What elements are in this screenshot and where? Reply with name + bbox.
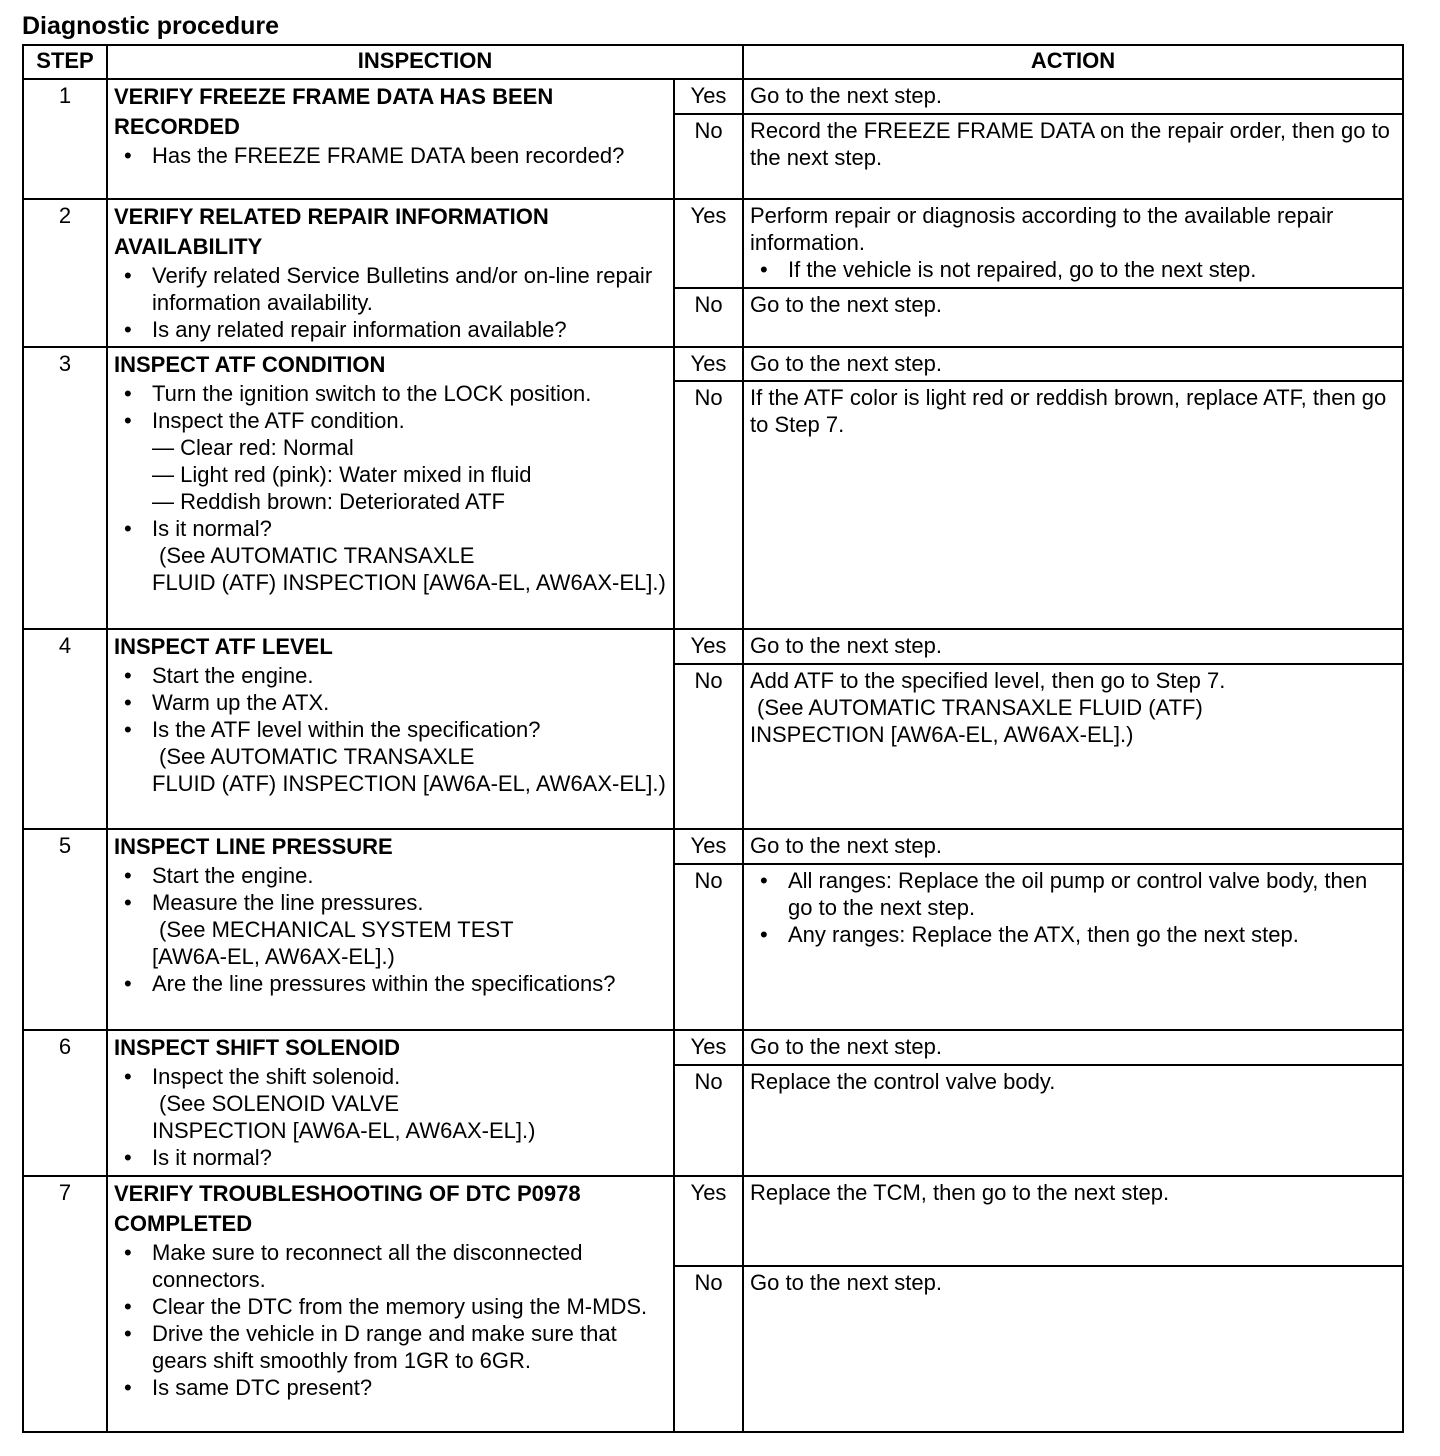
inspection-bullets [114,262,667,343]
inspection-bullet [152,515,667,596]
no-action [743,864,1403,1030]
inspection-title: INSPECT ATF LEVEL [114,634,333,659]
yes-label: Yes [674,199,743,288]
no-label: No [674,664,743,829]
no-action [743,288,1403,347]
step-number: 5 [23,829,107,1030]
no-action [743,664,1403,829]
no-action-text: Replace the control valve body. [750,1069,1056,1094]
reference-note-cont: [AW6A-EL, AW6AX-EL].) [152,944,395,969]
bullet-text: Is it normal? [152,516,272,541]
inspection-bullet [152,407,667,515]
no-action [743,1065,1403,1176]
step-row-5-yes [23,829,1403,864]
bullet-text: Is the ATF level within the specification? [152,717,541,742]
bullet-text: Turn the ignition switch to the LOCK position. [152,381,592,406]
inspection-title: VERIFY TROUBLESHOOTING OF DTC P0978 COMPLETED [114,1181,581,1236]
inspection-bullet [152,1239,667,1293]
yes-label: Yes [674,829,743,864]
no-action-bullet: • All ranges: Replace the oil pump or control valve body, then go to the next step. [788,867,1396,921]
bullet-sub-item: — Light red (pink): Water mixed in fluid [152,462,532,487]
bullet-text: Is it normal? [152,1145,272,1170]
bullet-text: Clear the DTC from the memory using the M-MDS. [152,1294,648,1319]
yes-label: Yes [674,347,743,381]
inspection-bullet [152,1144,667,1171]
no-action-text: If the ATF color is light red or reddish brown, replace ATF, then go to Step 7. [750,385,1387,437]
inspection-title: VERIFY FREEZE FRAME DATA HAS BEEN RECORDED [114,84,554,139]
inspection-bullet [152,1063,667,1144]
no-action [743,381,1403,629]
inspection-bullet [152,970,667,997]
inspection-bullet [152,142,667,169]
yes-label: Yes [674,1176,743,1266]
yes-action-text: Go to the next step. [750,83,943,108]
yes-label: Yes [674,79,743,114]
table-body [23,79,1403,1432]
reference-note-cont: INSPECTION [AW6A-EL, AW6AX-EL].) [750,722,1134,747]
inspection-title: INSPECT LINE PRESSURE [114,834,393,859]
yes-action [743,347,1403,381]
no-action [743,1266,1403,1432]
inspection-bullet [152,862,667,889]
inspection-cell [107,79,674,199]
inspection-cell [107,347,674,629]
yes-action [743,1176,1403,1266]
no-label: No [674,381,743,629]
inspection-bullet [152,380,667,407]
no-label: No [674,864,743,1030]
step-number: 2 [23,199,107,347]
step-number: 3 [23,347,107,629]
reference-note: (See MECHANICAL SYSTEM TEST [159,917,514,942]
yes-action-bullet: • If the vehicle is not repaired, go to the next step. [788,256,1396,283]
no-label: No [674,114,743,199]
document-title: Diagnostic procedure [22,12,279,40]
bullet-text: Measure the line pressures. [152,890,424,915]
bullet-text: Start the engine. [152,863,314,888]
step-row-1-yes [23,79,1403,114]
yes-action [743,1030,1403,1065]
bullet-text: Inspect the ATF condition. [152,408,405,433]
table-header-row [23,45,1403,79]
inspection-bullet [152,889,667,970]
inspection-cell [107,629,674,829]
step-row-2-yes [23,199,1403,288]
reference-note: (See AUTOMATIC TRANSAXLE [159,744,475,769]
yes-action [743,829,1403,864]
inspection-title: INSPECT SHIFT SOLENOID [114,1035,401,1060]
inspection-bullet [152,1293,667,1320]
bullet-text: Is same DTC present? [152,1375,373,1400]
step-number: 1 [23,79,107,199]
inspection-cell [107,829,674,1030]
yes-label: Yes [674,629,743,664]
reference-note-cont: FLUID (ATF) INSPECTION [AW6A-EL, AW6AX-EL].) [152,771,666,796]
step-number: 7 [23,1176,107,1432]
bullet-text: Inspect the shift solenoid. [152,1064,401,1089]
yes-action [743,199,1403,288]
no-action-text: Add ATF to the specified level, then go to Step 7. [750,668,1226,693]
inspection-bullets [114,142,667,169]
inspection-bullets [114,1239,667,1401]
yes-action-bullets [750,256,1396,283]
bullet-text: Is any related repair information available? [152,317,567,342]
yes-action-text: Go to the next step. [750,833,943,858]
no-action-text: Go to the next step. [750,1270,943,1295]
step-row-3-yes [23,347,1403,381]
inspection-bullets [114,662,667,797]
no-action-text: Record the FREEZE FRAME DATA on the repair order, then go to the next step. [750,118,1390,170]
step-row-6-yes [23,1030,1403,1065]
inspection-bullet [152,716,667,797]
reference-note: (See SOLENOID VALVE [159,1091,400,1116]
inspection-bullet [152,316,667,343]
no-label: No [674,1065,743,1176]
header-inspection: INSPECTION [107,45,743,79]
inspection-bullet [152,1374,667,1401]
inspection-title: VERIFY RELATED REPAIR INFORMATION AVAILABILITY [114,204,549,259]
step-row-4-yes [23,629,1403,664]
yes-action-text: Go to the next step. [750,1034,943,1059]
yes-action-text: Replace the TCM, then go to the next step. [750,1180,1170,1205]
inspection-bullet [152,262,667,316]
inspection-bullet [152,689,667,716]
header-step: STEP [23,45,107,79]
reference-note-cont: FLUID (ATF) INSPECTION [AW6A-EL, AW6AX-EL].) [152,570,666,595]
no-label: No [674,288,743,347]
yes-action-text: Perform repair or diagnosis according to the available repair information. [750,203,1334,255]
no-action-text: Go to the next step. [750,292,943,317]
reference-note: (See AUTOMATIC TRANSAXLE FLUID (ATF) [757,695,1203,720]
no-action-bullets [750,867,1396,948]
inspection-cell [107,1176,674,1432]
header-action: ACTION [743,45,1403,79]
reference-note-cont: INSPECTION [AW6A-EL, AW6AX-EL].) [152,1118,536,1143]
yes-action-text: Go to the next step. [750,633,943,658]
inspection-cell [107,199,674,347]
yes-action [743,79,1403,114]
inspection-cell [107,1030,674,1176]
step-row-7-yes [23,1176,1403,1266]
bullet-sub-item: — Reddish brown: Deteriorated ATF [152,489,505,514]
inspection-bullets [114,380,667,596]
bullet-text: Verify related Service Bulletins and/or on-line repair information availability. [152,263,653,315]
inspection-bullet [152,1320,667,1374]
bullet-text: Are the line pressures within the specifications? [152,971,616,996]
bullet-text: Warm up the ATX. [152,690,330,715]
bullet-text: Make sure to reconnect all the disconnected connectors. [152,1240,583,1292]
diagnostic-procedure-table [22,44,1404,1433]
no-action [743,114,1403,199]
step-number: 4 [23,629,107,829]
inspection-bullets [114,862,667,997]
no-action-bullet: • Any ranges: Replace the ATX, then go the next step. [788,921,1396,948]
yes-action-text: Go to the next step. [750,351,943,376]
bullet-text: Has the FREEZE FRAME DATA been recorded? [152,143,625,168]
yes-action [743,629,1403,664]
bullet-sub-item: — Clear red: Normal [152,435,354,460]
inspection-bullets [114,1063,667,1171]
reference-note: (See AUTOMATIC TRANSAXLE [159,543,475,568]
yes-label: Yes [674,1030,743,1065]
bullet-text: Drive the vehicle in D range and make sure that gears shift smoothly from 1GR to 6GR. [152,1321,617,1373]
inspection-bullet [152,662,667,689]
no-label: No [674,1266,743,1432]
inspection-title: INSPECT ATF CONDITION [114,352,386,377]
step-number: 6 [23,1030,107,1176]
bullet-text: Start the engine. [152,663,314,688]
